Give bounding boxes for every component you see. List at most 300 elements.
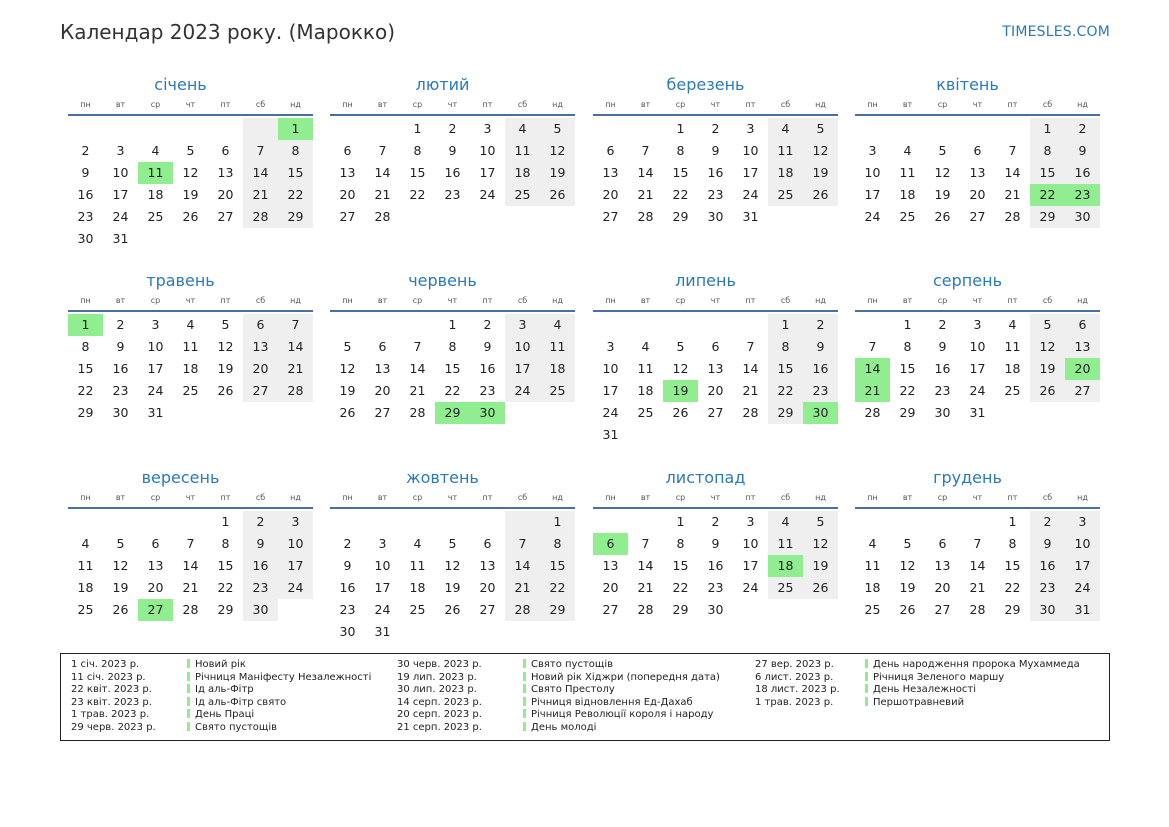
day-cell: 7 [278,314,313,336]
day-cell: 15 [444,361,461,376]
day-cell: 13 [707,361,724,376]
day-cell: 11 [138,162,173,184]
empty-cell [995,118,1030,140]
day-cell: 16 [934,361,951,376]
empty-cell [400,511,435,533]
day-cell: 1 [413,121,422,136]
empty-cell [855,314,890,336]
day-cell: 2 [711,514,720,529]
month-calendar [855,270,1100,424]
day-cell: 28 [969,602,986,617]
day-cell: 15 [217,558,234,573]
legend-holiday-name: День Праці [195,709,255,721]
day-cell: 24 [742,580,759,595]
day-cell: 2 [803,314,838,336]
day-cell: 28 [374,209,391,224]
days-grid [855,118,1100,228]
day-cell: 19 [1030,358,1065,380]
weekday-label: пн [80,296,91,305]
day-cell: 18 [637,383,654,398]
day-cell: 10 [742,536,759,551]
day-cell: 23 [1065,184,1100,206]
day-cell: 22 [899,383,916,398]
day-cell: 9 [81,165,90,180]
weekday-label: пт [220,296,231,305]
weekday-label: вт [902,296,913,305]
day-cell: 1 [1008,514,1017,529]
day-cell: 18 [182,361,199,376]
day-cell: 19 [934,187,951,202]
day-cell: 29 [540,599,575,621]
day-cell: 23 [243,577,278,599]
month-name: квітень [936,75,999,94]
day-cell: 6 [343,143,352,158]
day-cell: 9 [1065,140,1100,162]
day-cell: 24 [864,209,881,224]
legend-date: 1 січ. 2023 р. [71,659,140,670]
days-grid [330,511,575,643]
day-cell: 27 [707,405,724,420]
day-cell: 28 [864,405,881,420]
day-cell: 4 [903,143,912,158]
month-name: березень [666,75,745,94]
empty-cell [68,118,103,140]
month-calendar [330,270,575,424]
day-cell: 3 [868,143,877,158]
day-cell: 2 [243,511,278,533]
day-cell: 26 [1030,380,1065,402]
empty-cell [103,511,138,533]
day-cell: 21 [505,577,540,599]
day-cell: 26 [803,577,838,599]
day-cell: 14 [742,361,759,376]
weekday-label: пт [745,100,756,109]
day-cell: 28 [278,380,313,402]
day-cell: 19 [339,383,356,398]
legend-date: 14 серп. 2023 р. [397,696,482,708]
day-cell: 24 [969,383,986,398]
day-cell: 30 [77,231,94,246]
day-cell: 2 [1065,118,1100,140]
holiday-marker-icon [187,659,190,668]
days-grid [855,511,1100,621]
day-cell: 23 [479,383,496,398]
legend-date: 21 серп. 2023 р. [397,721,482,733]
weekday-label: ср [937,296,948,305]
day-cell: 8 [1030,140,1065,162]
day-cell: 25 [77,602,94,617]
empty-cell [173,118,208,140]
day-cell: 9 [711,143,720,158]
days-grid [330,314,575,424]
weekday-label: нд [815,493,826,502]
weekday-label: нд [1077,100,1088,109]
legend-holiday [187,672,371,685]
weekday-label: нд [290,493,301,502]
day-cell: 14 [969,558,986,573]
day-cell: 18 [77,580,94,595]
empty-cell [365,314,400,336]
legend-holiday-name: Свято пустощів [531,659,614,670]
weekday-label: пт [1007,100,1018,109]
day-cell: 4 [81,536,90,551]
day-cell: 8 [676,536,685,551]
day-cell: 22 [540,577,575,599]
weekday-label: нд [290,296,301,305]
day-cell: 26 [444,602,461,617]
weekday-label: пн [342,296,353,305]
day-cell: 29 [1030,206,1065,228]
day-cell: 29 [899,405,916,420]
weekday-label: чт [972,100,983,109]
day-cell: 8 [413,143,422,158]
day-cell: 31 [1065,599,1100,621]
empty-cell [890,118,925,140]
day-cell: 6 [1065,314,1100,336]
day-cell: 19 [803,555,838,577]
weekday-label: сб [517,100,528,109]
day-cell: 16 [479,361,496,376]
month-calendar [855,74,1100,228]
day-cell: 1 [68,314,103,336]
weekday-header [593,292,838,312]
holiday-marker-icon [865,684,868,693]
weekday-header [855,489,1100,509]
legend-holiday-name: День народження пророка Мухаммеда [873,659,1080,670]
legend-date: 29 черв. 2023 р. [71,721,156,733]
day-cell: 12 [444,558,461,573]
day-cell: 19 [112,580,129,595]
legend-holiday [187,684,371,697]
day-cell: 16 [112,361,129,376]
day-cell: 12 [540,140,575,162]
weekday-header [593,96,838,116]
month-name: червень [408,271,477,290]
day-cell: 28 [505,599,540,621]
day-cell: 14 [409,361,426,376]
day-cell: 26 [217,383,234,398]
day-cell: 30 [934,405,951,420]
day-cell: 2 [938,317,947,332]
day-cell: 12 [934,165,951,180]
day-cell: 8 [676,143,685,158]
day-cell: 31 [742,209,759,224]
day-cell: 24 [479,187,496,202]
legend-date: 11 січ. 2023 р. [71,671,146,683]
day-cell: 18 [409,580,426,595]
weekday-label: пн [867,493,878,502]
day-cell: 16 [1030,555,1065,577]
day-cell: 20 [339,187,356,202]
empty-cell [960,118,995,140]
day-cell: 1 [1030,118,1065,140]
empty-cell [628,511,663,533]
day-cell: 1 [448,317,457,332]
weekday-label: чт [185,493,196,502]
day-cell: 7 [243,140,278,162]
day-cell: 20 [147,580,164,595]
legend-holiday [523,672,720,685]
weekday-header [68,96,313,116]
day-cell: 22 [768,380,803,402]
day-cell: 11 [77,558,94,573]
holiday-marker-icon [187,709,190,718]
legend-date: 30 черв. 2023 р. [397,659,482,670]
day-cell: 10 [1065,533,1100,555]
legend-holiday [523,709,720,722]
day-cell: 4 [540,314,575,336]
day-cell: 16 [803,358,838,380]
days-grid [593,118,838,228]
day-cell: 25 [899,209,916,224]
day-cell: 7 [505,533,540,555]
legend-dates-column [71,659,156,735]
day-cell: 1 [540,511,575,533]
day-cell: 20 [934,580,951,595]
empty-cell [593,511,628,533]
day-cell: 25 [409,602,426,617]
legend-date: 27 вер. 2023 р. [755,659,834,670]
day-cell: 28 [243,206,278,228]
day-cell: 17 [147,361,164,376]
month-calendar [68,270,313,424]
day-cell: 29 [768,402,803,424]
legend-holiday-name: Новий рік [195,659,246,670]
day-cell: 20 [217,187,234,202]
day-cell: 20 [602,187,619,202]
days-grid [593,511,838,621]
day-cell: 30 [1030,599,1065,621]
day-cell: 27 [217,209,234,224]
legend-names-column [865,659,1080,709]
day-cell: 25 [768,184,803,206]
days-grid [330,118,575,228]
day-cell: 3 [483,121,492,136]
weekday-label: вт [377,100,388,109]
day-cell: 28 [1004,209,1021,224]
day-cell: 9 [448,143,457,158]
holiday-marker-icon [523,697,526,706]
empty-cell [243,118,278,140]
day-cell: 7 [868,339,877,354]
day-cell: 23 [1030,577,1065,599]
day-cell: 15 [540,555,575,577]
weekday-label: нд [815,296,826,305]
day-cell: 5 [676,339,685,354]
day-cell: 5 [116,536,125,551]
day-cell: 25 [768,577,803,599]
weekday-header [68,489,313,509]
holiday-marker-icon [865,672,868,681]
weekday-label: сб [1042,100,1053,109]
day-cell: 8 [540,533,575,555]
holiday-marker-icon [187,684,190,693]
weekday-label: ср [150,100,161,109]
holiday-marker-icon [187,722,190,731]
day-cell: 12 [672,361,689,376]
day-cell: 11 [864,558,881,573]
days-grid [68,511,313,621]
day-cell: 20 [374,383,391,398]
day-cell: 20 [602,580,619,595]
day-cell: 3 [116,143,125,158]
day-cell: 20 [479,580,496,595]
day-cell: 17 [1065,555,1100,577]
day-cell: 20 [243,358,278,380]
day-cell: 27 [602,209,619,224]
day-cell: 12 [803,140,838,162]
holiday-marker-icon [523,722,526,731]
day-cell: 8 [768,336,803,358]
day-cell: 16 [707,165,724,180]
weekday-header [330,96,575,116]
weekday-label: пт [745,493,756,502]
day-cell: 24 [112,209,129,224]
empty-cell [628,314,663,336]
day-cell: 15 [409,165,426,180]
day-cell: 11 [637,361,654,376]
day-cell: 1 [768,314,803,336]
day-cell: 31 [147,405,164,420]
empty-cell [435,511,470,533]
day-cell: 28 [742,405,759,420]
day-cell: 11 [505,140,540,162]
day-cell: 24 [1065,577,1100,599]
weekday-label: вт [115,100,126,109]
day-cell: 21 [1004,187,1021,202]
day-cell: 27 [1065,380,1100,402]
day-cell: 13 [934,558,951,573]
weekday-label: пн [605,296,616,305]
day-cell: 9 [1030,533,1065,555]
day-cell: 28 [409,405,426,420]
day-cell: 19 [217,361,234,376]
day-cell: 10 [112,165,129,180]
day-cell: 22 [77,383,94,398]
day-cell: 6 [973,143,982,158]
weekday-label: вт [902,493,913,502]
day-cell: 9 [711,536,720,551]
weekday-label: сб [255,100,266,109]
weekday-label: вт [640,296,651,305]
legend-dates-column [397,659,482,735]
day-cell: 26 [899,602,916,617]
weekday-label: чт [972,296,983,305]
day-cell: 3 [746,514,755,529]
day-cell: 15 [1030,162,1065,184]
day-cell: 23 [77,209,94,224]
day-cell: 10 [147,339,164,354]
empty-cell [890,511,925,533]
day-cell: 14 [855,358,890,380]
day-cell: 31 [969,405,986,420]
days-grid [68,314,313,424]
day-cell: 30 [112,405,129,420]
day-cell: 7 [746,339,755,354]
day-cell: 5 [448,536,457,551]
day-cell: 17 [742,558,759,573]
day-cell: 25 [147,209,164,224]
day-cell: 9 [343,558,352,573]
day-cell: 1 [903,317,912,332]
empty-cell [470,511,505,533]
day-cell: 5 [938,143,947,158]
day-cell: 20 [707,383,724,398]
day-cell: 24 [278,577,313,599]
day-cell: 18 [147,187,164,202]
day-cell: 7 [378,143,387,158]
legend-date: 22 квіт. 2023 р. [71,684,152,696]
day-cell: 18 [899,187,916,202]
holiday-marker-icon [865,659,868,668]
day-cell: 14 [278,336,313,358]
day-cell: 21 [855,380,890,402]
legend-holiday-name: Річниця Зеленого маршу [873,671,1005,683]
day-cell: 3 [973,317,982,332]
weekday-label: нд [1077,296,1088,305]
day-cell: 31 [374,624,391,639]
brand-link[interactable]: TIMESLES.COM [1002,24,1110,40]
weekday-label: сб [780,100,791,109]
day-cell: 12 [112,558,129,573]
day-cell: 4 [186,317,195,332]
day-cell: 29 [672,209,689,224]
day-cell: 25 [1004,383,1021,398]
day-cell: 27 [243,380,278,402]
day-cell: 15 [899,361,916,376]
day-cell: 26 [182,209,199,224]
weekday-label: пт [220,493,231,502]
day-cell: 6 [938,536,947,551]
legend-date: 20 серп. 2023 р. [397,709,482,721]
day-cell: 4 [413,536,422,551]
day-cell: 31 [112,231,129,246]
day-cell: 23 [707,580,724,595]
empty-cell [330,314,365,336]
legend-holiday-name: Річниця Революції короля і народу [531,709,714,721]
day-cell: 11 [768,140,803,162]
day-cell: 16 [1065,162,1100,184]
weekday-label: ср [412,493,423,502]
holiday-marker-icon [187,697,190,706]
day-cell: 2 [711,121,720,136]
day-cell: 17 [864,187,881,202]
weekday-label: ср [412,296,423,305]
weekday-header [593,489,838,509]
empty-cell [960,511,995,533]
day-cell: 17 [112,187,129,202]
day-cell: 23 [934,383,951,398]
holiday-marker-icon [523,659,526,668]
day-cell: 9 [116,339,125,354]
weekday-label: ср [150,296,161,305]
weekday-label: вт [115,493,126,502]
day-cell: 29 [77,405,94,420]
day-cell: 1 [676,121,685,136]
weekday-label: сб [255,296,266,305]
weekday-label: нд [552,493,563,502]
month-name: січень [154,75,207,94]
day-cell: 12 [803,533,838,555]
month-name: травень [146,271,215,290]
day-cell: 18 [540,358,575,380]
days-grid [593,314,838,446]
day-cell: 14 [374,165,391,180]
day-cell: 5 [221,317,230,332]
day-cell: 26 [540,184,575,206]
day-cell: 18 [1004,361,1021,376]
day-cell: 22 [444,383,461,398]
